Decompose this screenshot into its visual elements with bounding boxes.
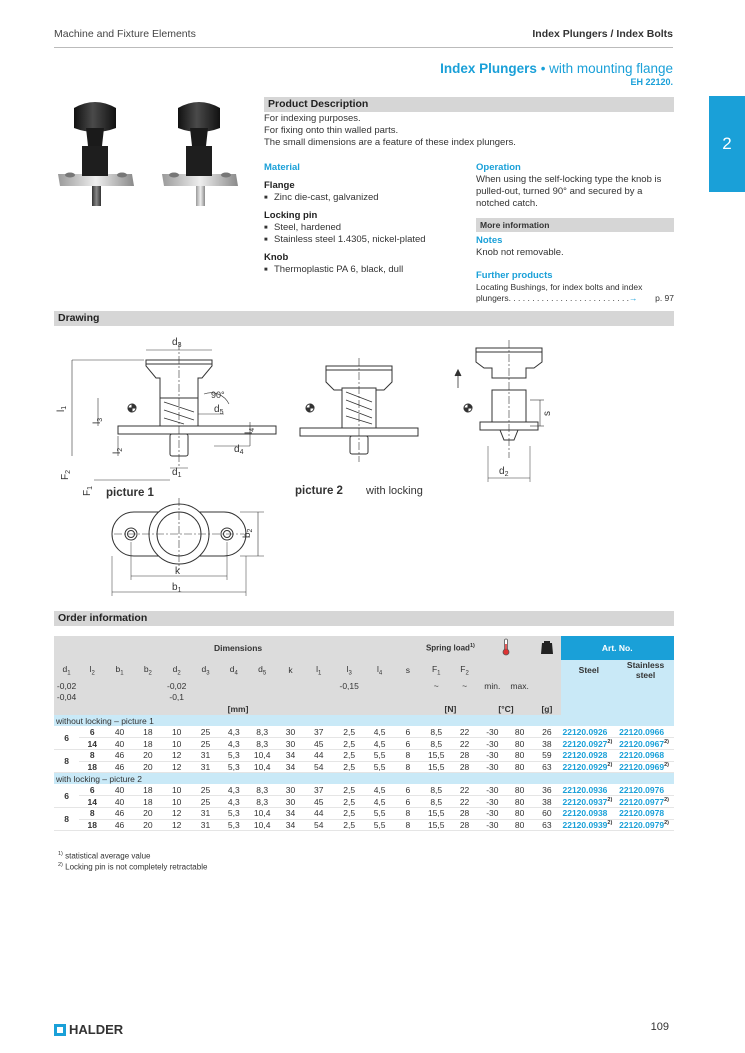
cell-d3: 25 [191,738,219,750]
cell-F1: 15,5 [422,750,450,762]
unit-g: [g] [533,703,560,715]
further-products-heading: Further products [476,270,553,281]
table-row [54,726,674,738]
art-no-stainless[interactable]: 22120.0976 [617,784,674,796]
cell-F1: 8,5 [422,784,450,796]
cell-s: 8 [394,819,422,831]
art-no-steel[interactable]: 22120.0937$^{2)}$ [561,796,618,808]
thermometer-icon [479,636,534,660]
col-l2: $l_2$ [79,660,105,680]
product-description: For indexing purposes. For fixing onto thin walled parts. The small dimensions are a feature of these index plungers. [264,113,516,148]
col-d3: $d_3$ [191,660,219,680]
table-row [54,819,674,831]
cell-d3: 25 [191,726,219,738]
cell-b2: 18 [134,726,162,738]
label-F2: $F_2$ [60,469,72,480]
col-stainless: Stainless steel [617,660,674,680]
art-no-steel[interactable]: 22120.0939$^{2)}$ [561,819,618,831]
unit-mm: [mm] [54,703,422,715]
cell-b1: 46 [105,761,133,773]
cell-F1: 15,5 [422,808,450,820]
cell-b1: 40 [105,796,133,808]
cell-l3: 2,5 [333,796,366,808]
group-label: without locking – picture 1 [54,715,674,727]
halder-logo-icon [54,1024,66,1036]
page-reference: p. 97 [655,293,674,303]
cell-l4: 4,5 [365,726,393,738]
cell-d4: 4,3 [220,796,248,808]
order-table: Dimensions Spring load$^{1)}$ Art. No. $d_1$ $l_2$ $b_1$ $b_2$ $d_2$ $d_3$ $d_4$ $d_5$ k $l_1$ $l_3$ $l_4$ s $F_1$ $F_2$ Steel Stainless steel -0,02 -0,02 -0,15 ~ ~ min. max. -0,04 -0,1 [mm] [N] [°C] [g] without locking – picture 1 6 6 40 18 10 25 4,3 8,3 30 37 2,5 4,5 6 8,5 22 -30 80 26 22120.0926 22120.0966 14 40 18 10 25 4,3 8,3 30 45 2,5 4,5 6 8,5 22 -30 80 38 22120.0927$^{2)}$ 22120.0967$^{2)}$ 8 8 46 20 12 31 5,3 10,4 34 44 2,5 5,5 8 15,5 28 -30 80 59 22120.0928 22120.0968 18 46 20 12 31 5,3 10,4 34 54 2,5 5,5 8 15,5 28 -30 80 63 22120.0929$^{2)}$ 22120.0969$^{2)}$ with locking – picture 2 6 6 40 18 10 25 4,3 8,3 30 37 2,5 4,5 6 8,5 22 -30 80 36 22120.0936 22120.0976 14 40 18 10 25 4,3 8,3 30 45 2,5 4,5 6 8,5 22 -30 80 38 22120.0937$^{2)}$ 22120.0977$^{2)}$ 8 8 46 20 12 31 5,3 10,4 34 44 2,5 5,5 8 15,5 28 -30 80 60 22120.0938 22120.0978 18 46 20 12 31 5,3 10,4 34 54 2,5 5,5 8 15,5 28 -30 80 63 22120.0939$^{2)}$ 22120.0979$^{2)}$ [54,636,674,831]
cell-F1: 15,5 [422,761,450,773]
cell-F2: 28 [450,761,478,773]
cell-d5: 10,4 [248,819,276,831]
table-row [54,738,674,750]
cell-g: 63 [533,819,560,831]
cell-d2: 10 [162,784,191,796]
cell-k: 34 [276,761,304,773]
cell-l1: 44 [305,750,333,762]
table-row [54,761,674,773]
cell-F1: 8,5 [422,796,450,808]
col-d2: $d_2$ [162,660,191,680]
art-no-stainless[interactable]: 22120.0967$^{2)}$ [617,738,674,750]
cell-min: -30 [479,808,506,820]
product-description-heading: Product Description [264,97,674,112]
knob-heading: Knob [264,252,289,263]
col-l4: $l_4$ [365,660,393,680]
cell-d2: 10 [162,796,191,808]
cell-k: 30 [276,726,304,738]
label-d5: $d_5$ [214,404,224,416]
operation-section [476,162,674,304]
cell-F2: 22 [450,796,478,808]
material-section [264,162,464,276]
label-F1: $F_1$ [82,485,94,496]
cell-l4: 5,5 [365,819,393,831]
cell-l3: 2,5 [333,761,366,773]
table-row [54,750,674,762]
cell-l1: 37 [305,784,333,796]
label-l4: $l_4$ [244,427,256,434]
header-category: Machine and Fixture Elements [54,28,196,40]
label-d1: $d_1$ [172,467,182,479]
cell-max: 80 [506,784,533,796]
cell-g: 59 [533,750,560,762]
cell-d1: 8 [54,808,79,831]
col-max: max. [506,680,533,692]
col-k: k [276,660,304,680]
cell-min: -30 [479,738,506,750]
label-l3: $l_3$ [92,417,104,424]
cell-s: 8 [394,808,422,820]
cell-g: 63 [533,761,560,773]
col-min: min. [479,680,506,692]
cell-g: 26 [533,726,560,738]
cell-l1: 54 [305,761,333,773]
cell-d4: 5,3 [220,808,248,820]
cell-F1: 8,5 [422,726,450,738]
cell-l4: 4,5 [365,738,393,750]
art-no-stainless[interactable]: 22120.0977$^{2)}$ [617,796,674,808]
operation-text: When using the self-locking type the knob is pulled-out, turned 90° and secured by a notched catch. [476,174,662,209]
cell-max: 80 [506,738,533,750]
cell-l3: 2,5 [333,738,366,750]
label-k: k [175,566,180,577]
cell-d5: 8,3 [248,796,276,808]
col-b2: $b_2$ [134,660,162,680]
cell-l4: 5,5 [365,808,393,820]
cell-g: 38 [533,796,560,808]
cell-d4: 5,3 [220,761,248,773]
notes-text: Knob not removable. [476,247,564,258]
cell-min: -30 [479,726,506,738]
art-no-stainless[interactable]: 22120.0969$^{2)}$ [617,761,674,773]
cell-l1: 37 [305,726,333,738]
cell-d2: 10 [162,738,191,750]
cell-d1: 6 [54,784,79,807]
page-title: Index Plungers • with mounting flange [440,61,673,76]
cell-max: 80 [506,819,533,831]
col-d5: $d_5$ [248,660,276,680]
art-no-stainless[interactable]: 22120.0978 [617,808,674,820]
art-no-stainless[interactable]: 22120.0966 [617,726,674,738]
cell-max: 80 [506,808,533,820]
cell-s: 8 [394,761,422,773]
flange-heading: Flange [264,180,295,191]
cell-b2: 20 [134,808,162,820]
cell-d4: 4,3 [220,726,248,738]
cell-l2: 6 [79,726,105,738]
cell-l3: 2,5 [333,750,366,762]
art-no-steel[interactable]: 22120.0928 [561,750,618,762]
cell-l3: 2,5 [333,784,366,796]
cell-d5: 10,4 [248,761,276,773]
label-angle: 90° [211,390,225,400]
cell-l1: 45 [305,796,333,808]
arrow-right-icon: → [629,293,638,303]
cell-s: 8 [394,750,422,762]
cell-d1: 8 [54,750,79,773]
cell-d1: 6 [54,726,79,749]
cell-max: 80 [506,750,533,762]
cell-d5: 8,3 [248,726,276,738]
art-no-steel[interactable]: 22120.0938 [561,808,618,820]
col-d4: $d_4$ [220,660,248,680]
cell-b1: 40 [105,738,133,750]
cell-b2: 20 [134,761,162,773]
cell-min: -30 [479,796,506,808]
label-with-locking: with locking [366,485,423,497]
locking-pin-heading: Locking pin [264,210,318,221]
cell-d5: 8,3 [248,738,276,750]
cell-l3: 2,5 [333,726,366,738]
label-d2: $d_2$ [499,466,509,478]
label-b1: $b_1$ [172,582,182,594]
cell-d2: 12 [162,819,191,831]
cell-l1: 44 [305,808,333,820]
product-code: EH 22120. [630,77,673,87]
technical-drawing [54,328,674,598]
plunger-stainless-photo [162,102,238,206]
art-no-stainless[interactable]: 22120.0979$^{2)}$ [617,819,674,831]
cell-s: 6 [394,738,422,750]
col-steel: Steel [561,660,618,680]
label-picture-2: picture 2 [295,485,343,497]
cell-max: 80 [506,761,533,773]
cell-F2: 28 [450,750,478,762]
footnote-1: $^{1)}$ statistical average value [58,851,151,861]
cell-b2: 18 [134,784,162,796]
art-no-steel[interactable]: 22120.0927$^{2)}$ [561,738,618,750]
table-row [54,784,674,796]
plunger-without-locking-photo [58,102,134,206]
cell-l2: 14 [79,738,105,750]
product-photo [56,96,256,216]
cell-min: -30 [479,761,506,773]
cell-b1: 40 [105,726,133,738]
spring-load-header: Spring load$^{1)}$ [422,636,479,660]
cell-b2: 20 [134,750,162,762]
unit-N: [N] [422,703,479,715]
art-no-steel[interactable]: 22120.0929$^{2)}$ [561,761,618,773]
cell-F2: 22 [450,738,478,750]
cell-l4: 5,5 [365,761,393,773]
label-d4: $d_4$ [234,444,244,456]
cell-b1: 46 [105,808,133,820]
cell-min: -30 [479,784,506,796]
cell-b1: 46 [105,819,133,831]
page-number: 109 [650,1021,669,1033]
col-l1: $l_1$ [305,660,333,680]
cell-k: 34 [276,808,304,820]
cell-l3: 2,5 [333,819,366,831]
cell-l2: 18 [79,819,105,831]
cell-s: 6 [394,796,422,808]
cell-d2: 12 [162,761,191,773]
cell-d5: 8,3 [248,784,276,796]
cell-b1: 40 [105,784,133,796]
cell-max: 80 [506,796,533,808]
art-no-steel[interactable]: 22120.0926 [561,726,618,738]
order-information-heading: Order information [54,611,674,626]
cell-s: 6 [394,784,422,796]
cell-d2: 12 [162,808,191,820]
cell-d3: 31 [191,750,219,762]
label-l2: $l_2$ [112,447,124,454]
group-label: with locking – picture 2 [54,773,674,785]
cell-l2: 6 [79,784,105,796]
table-row [54,796,674,808]
cell-min: -30 [479,750,506,762]
label-l1: $l_1$ [56,405,68,412]
cell-d3: 25 [191,784,219,796]
chapter-tab[interactable]: 2 [709,96,745,192]
header-section: Index Plungers / Index Bolts [532,28,673,40]
unit-C: [°C] [479,703,534,715]
col-b1: $b_1$ [105,660,133,680]
cell-l1: 45 [305,738,333,750]
cell-b2: 18 [134,796,162,808]
cell-s: 6 [394,726,422,738]
cell-l2: 8 [79,750,105,762]
cell-g: 38 [533,738,560,750]
col-F2: $F_2$ [450,660,478,680]
cell-g: 60 [533,808,560,820]
cell-d4: 5,3 [220,819,248,831]
cell-d4: 5,3 [220,750,248,762]
cell-d3: 31 [191,761,219,773]
cell-max: 80 [506,726,533,738]
cell-k: 30 [276,796,304,808]
cell-l4: 4,5 [365,796,393,808]
label-d3: $d_3$ [172,337,182,349]
cell-d3: 25 [191,796,219,808]
cell-F1: 8,5 [422,738,450,750]
cell-F1: 15,5 [422,819,450,831]
notes-heading: Notes [476,235,503,246]
cell-l3: 2,5 [333,808,366,820]
cell-d5: 10,4 [248,808,276,820]
cell-k: 30 [276,738,304,750]
dimensions-header: Dimensions [54,636,422,660]
pin-material-steel: ■ Steel, hardened [264,222,464,234]
label-s: s [542,411,553,416]
cell-l2: 14 [79,796,105,808]
art-no-steel[interactable]: 22120.0936 [561,784,618,796]
drawing-heading: Drawing [54,311,674,326]
col-F1: $F_1$ [422,660,450,680]
label-b2: $b_2$ [242,528,254,538]
halder-logo: HALDER [54,1022,123,1037]
col-d1: $d_1$ [54,660,79,680]
cell-k: 34 [276,819,304,831]
cell-l1: 54 [305,819,333,831]
cell-b2: 20 [134,819,162,831]
cell-d5: 10,4 [248,750,276,762]
cell-g: 36 [533,784,560,796]
cell-l2: 8 [79,808,105,820]
cell-min: -30 [479,819,506,831]
cell-b1: 46 [105,750,133,762]
cell-F2: 22 [450,726,478,738]
col-l3: $l_3$ [333,660,366,680]
further-products-link[interactable]: Locating Bushings, for index bolts and index plungers. . . . . . . . . . . . . . . . . . . . . . . . . .→ p. 97 [476,282,674,303]
more-information-heading: More information [476,218,674,232]
cell-l4: 5,5 [365,750,393,762]
cell-d2: 10 [162,726,191,738]
footnote-2: $^{2)}$ Locking pin is not completely retractable [58,862,208,872]
header-divider [54,47,673,48]
pin-material-stainless: ■ Stainless steel 1.4305, nickel-plated [264,234,464,246]
cell-d4: 4,3 [220,784,248,796]
cell-d2: 12 [162,750,191,762]
art-no-stainless[interactable]: 22120.0968 [617,750,674,762]
cell-k: 30 [276,784,304,796]
label-picture-1: picture 1 [106,487,154,499]
cell-F2: 28 [450,808,478,820]
operation-heading: Operation [476,162,521,173]
cell-F2: 28 [450,819,478,831]
knob-material: ■ Thermoplastic PA 6, black, dull [264,264,464,276]
weight-icon [533,636,560,660]
cell-d3: 31 [191,819,219,831]
table-row [54,808,674,820]
cell-d3: 31 [191,808,219,820]
cell-F2: 22 [450,784,478,796]
cell-b2: 18 [134,738,162,750]
col-s: s [394,660,422,680]
cell-l4: 4,5 [365,784,393,796]
cell-d4: 4,3 [220,738,248,750]
flange-material: ■ Zinc die-cast, galvanized [264,192,464,204]
cell-l2: 18 [79,761,105,773]
cell-k: 34 [276,750,304,762]
art-no-header: Art. No. [561,636,675,660]
material-heading: Material [264,162,300,173]
